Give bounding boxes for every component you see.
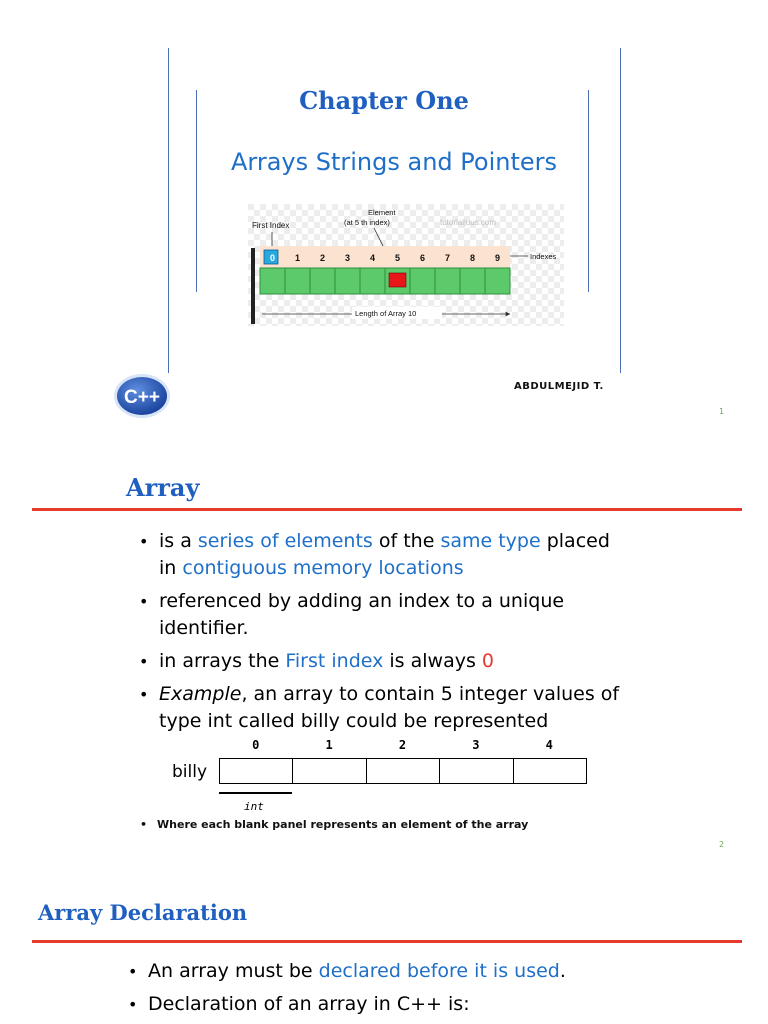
array-declaration-title: Array Declaration bbox=[38, 900, 248, 925]
billy-array-cell bbox=[513, 758, 587, 784]
billy-array-cell bbox=[439, 758, 513, 784]
bullet-text: An array must be bbox=[148, 960, 319, 982]
array-note: • Where each blank panel represents an element of the array bbox=[140, 818, 528, 831]
diagram-index-label: 9 bbox=[494, 253, 501, 263]
fifth-element-marker bbox=[389, 273, 406, 287]
bullet-text: same type bbox=[440, 530, 541, 552]
billy-array-cell bbox=[366, 758, 440, 784]
frame-line-inner-left bbox=[196, 90, 197, 292]
author-name: ABDULMEJID T. bbox=[514, 381, 604, 392]
diagram-index-label: 0 bbox=[269, 253, 276, 263]
length-label: Length of Array 10 bbox=[355, 309, 417, 318]
element-label-line1: Element bbox=[368, 208, 396, 217]
diagram-index-label: 5 bbox=[394, 253, 401, 263]
bullet-text: Example bbox=[159, 683, 242, 705]
bullet-text: in arrays the bbox=[159, 650, 286, 672]
declaration-bullet-list bbox=[126, 958, 686, 1024]
bullet-text: is always bbox=[383, 650, 482, 672]
bullet-text: placed in bbox=[159, 530, 610, 579]
bullet-item bbox=[126, 991, 686, 1018]
bullet-text: of the bbox=[372, 530, 441, 552]
logo-text: C++ bbox=[124, 387, 160, 408]
slide-title: Arrays Strings and Pointers bbox=[230, 148, 558, 176]
bullet-text: First index bbox=[285, 650, 384, 672]
diagram-index-label: 7 bbox=[444, 253, 451, 263]
diagram-index-label: 3 bbox=[344, 253, 351, 263]
cpp-logo bbox=[113, 373, 171, 419]
int-type-label: int bbox=[244, 800, 264, 813]
watermark: tutorialjuus.com bbox=[440, 218, 497, 227]
diagram-index-label: 8 bbox=[469, 253, 476, 263]
bullet-text: , an array to contain 5 integer values of type int called billy could be represented bbox=[159, 683, 620, 732]
page-number: 2 bbox=[719, 840, 725, 849]
bullet-text: declared before it is used bbox=[318, 960, 560, 982]
bullet-text: referenced by adding an index to a unique identifier. bbox=[159, 590, 565, 639]
bullet-text: 0 bbox=[481, 650, 494, 672]
slide-1 bbox=[0, 0, 768, 435]
bullet-text: contiguous memory locations bbox=[182, 557, 464, 579]
title-underline bbox=[32, 508, 742, 511]
bullet-item bbox=[137, 588, 627, 642]
billy-array-cell bbox=[292, 758, 366, 784]
bullet-item bbox=[137, 528, 627, 582]
bullet-text: is a bbox=[159, 530, 198, 552]
diagram-index-label: 2 bbox=[319, 253, 326, 263]
billy-index-label: 3 bbox=[472, 738, 480, 752]
int-underline bbox=[219, 792, 292, 794]
bullet-text: . bbox=[559, 960, 566, 982]
diagram-index-label: 1 bbox=[294, 253, 301, 263]
bullet-text: Declaration of an array in C++ is: bbox=[148, 993, 470, 1015]
page-number: 1 bbox=[719, 407, 725, 416]
left-boundary-bar bbox=[251, 248, 255, 324]
billy-array-cell bbox=[219, 758, 293, 784]
bullet-text: series of elements bbox=[197, 530, 373, 552]
billy-index-label: 0 bbox=[252, 738, 260, 752]
billy-index-label: 4 bbox=[545, 738, 553, 752]
chapter-title: Chapter One bbox=[299, 86, 469, 115]
array-slide-title: Array bbox=[126, 473, 200, 502]
bullet-item bbox=[137, 648, 627, 675]
frame-line-inner-right bbox=[588, 90, 589, 292]
element-label-line2: (at 5 th index) bbox=[344, 218, 390, 227]
array-diagram bbox=[248, 204, 564, 326]
diagram-index-label: 6 bbox=[419, 253, 426, 263]
billy-label: billy bbox=[172, 762, 208, 782]
title-underline bbox=[32, 940, 742, 943]
billy-index-label: 1 bbox=[325, 738, 333, 752]
array-bullet-list bbox=[137, 528, 627, 741]
diagram-index-label: 4 bbox=[369, 253, 376, 263]
bullet-item bbox=[137, 681, 627, 735]
indexes-label: Indexes bbox=[530, 252, 557, 261]
bullet-item bbox=[126, 958, 686, 985]
billy-index-label: 2 bbox=[398, 738, 407, 752]
first-index-label: First Index bbox=[252, 221, 290, 230]
